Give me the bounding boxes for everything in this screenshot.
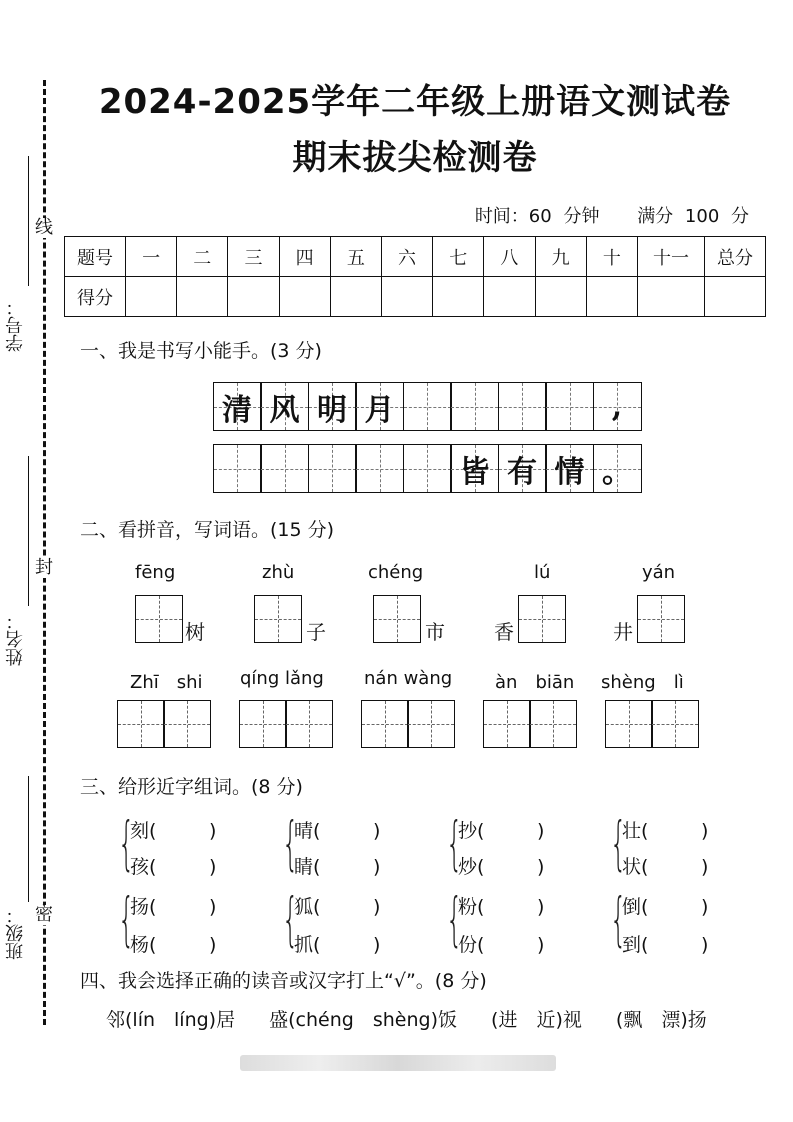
score-header-cell: 七: [433, 237, 484, 277]
answer-pair: [118, 700, 211, 748]
left-brace: {: [118, 885, 135, 953]
section1-heading: 一、我是书写小能手。(3 分): [80, 340, 322, 362]
writing-cell[interactable]: [545, 382, 594, 431]
pinyin-label: Zhī shi: [130, 672, 203, 693]
left-brace: {: [446, 809, 463, 877]
score-input-cell[interactable]: [638, 277, 705, 317]
writing-cell[interactable]: [498, 382, 547, 431]
pinyin-label: shèng lì: [601, 672, 684, 693]
score-input-cell[interactable]: [126, 277, 177, 317]
answer-cell[interactable]: [135, 595, 183, 643]
similar-char-item[interactable]: 到( ): [622, 934, 709, 956]
answer-cell[interactable]: [373, 595, 421, 643]
student-id-label: 学号：: [5, 298, 26, 352]
answer-cell[interactable]: [605, 700, 653, 748]
section2-heading: 二、看拼音，写词语。(15 分): [80, 519, 335, 541]
similar-char-item[interactable]: 狐( ): [294, 896, 381, 918]
score-header-cell: 三: [228, 237, 279, 277]
score-header-cell: 十: [586, 237, 637, 277]
writing-cell[interactable]: [308, 444, 357, 493]
answer-cell[interactable]: [285, 700, 333, 748]
score-input-cell[interactable]: [433, 277, 484, 317]
exam-time: 时间：60 分钟: [474, 206, 600, 227]
choice-item[interactable]: 邻(lín líng)居: [106, 1009, 236, 1031]
writing-cell[interactable]: 有: [498, 444, 547, 493]
score-input-cell[interactable]: [279, 277, 330, 317]
name-underline[interactable]: [28, 456, 29, 606]
answer-cell[interactable]: [163, 700, 211, 748]
blurred-watermark: [240, 1055, 556, 1071]
answer-pair: [240, 700, 333, 748]
binding-margin: [0, 0, 66, 1122]
answer-cell[interactable]: [117, 700, 165, 748]
section4-items: [106, 1005, 735, 1032]
writing-cell[interactable]: [213, 444, 262, 493]
pinyin-label: yán: [642, 562, 676, 583]
score-header-cell: 八: [484, 237, 535, 277]
given-char: 井: [613, 620, 633, 644]
answer-cell[interactable]: [518, 595, 566, 643]
score-input-cell[interactable]: [484, 277, 535, 317]
left-brace: {: [610, 885, 627, 953]
writing-cell[interactable]: [403, 382, 452, 431]
pinyin-label: lú: [534, 562, 551, 583]
given-char: 子: [306, 620, 326, 644]
similar-char-item[interactable]: 份( ): [458, 934, 545, 956]
class-label: 班级：: [5, 906, 26, 960]
answer-cell[interactable]: [529, 700, 577, 748]
similar-char-item[interactable]: 炒( ): [458, 856, 545, 878]
left-brace: {: [118, 809, 135, 877]
exam-full-score: 满分 100 分: [637, 206, 749, 227]
answer-cell[interactable]: [407, 700, 455, 748]
section4-heading: 四、我会选择正确的读音或汉字打上“√”。(8 分): [80, 970, 487, 992]
score-header-cell: 一: [126, 237, 177, 277]
score-table-score-row: [65, 277, 766, 317]
score-header-cell: 九: [535, 237, 586, 277]
choice-item[interactable]: (飘 漂)扬: [615, 1009, 707, 1031]
writing-cell[interactable]: 月: [355, 382, 404, 431]
left-brace: {: [282, 885, 299, 953]
score-input-cell[interactable]: [381, 277, 432, 317]
similar-char-item[interactable]: 孩( ): [130, 856, 217, 878]
answer-cell[interactable]: [651, 700, 699, 748]
exam-subtitle: 期末拔尖检测卷: [292, 138, 538, 178]
writing-cell[interactable]: [355, 444, 404, 493]
answer-cell[interactable]: [637, 595, 685, 643]
pinyin-label: nán wàng: [364, 668, 453, 689]
writing-cell[interactable]: 。: [593, 444, 642, 493]
left-brace: {: [610, 809, 627, 877]
writing-cell[interactable]: 皆: [450, 444, 499, 493]
name-label: 姓名：: [5, 612, 26, 666]
pinyin-label: fēng: [135, 562, 176, 583]
pinyin-label: àn biān: [495, 672, 575, 693]
given-char: 香: [494, 620, 514, 644]
answer-cell[interactable]: [361, 700, 409, 748]
similar-char-item[interactable]: 扬( ): [130, 896, 217, 918]
similar-char-item[interactable]: 抄( ): [458, 820, 545, 842]
pinyin-label: zhù: [262, 562, 295, 583]
pinyin-label: qíng lǎng: [240, 668, 324, 689]
score-input-cell[interactable]: [705, 277, 766, 317]
exam-title: 2024-2025学年二年级上册语文测试卷: [98, 82, 732, 122]
student-id-underline[interactable]: [28, 156, 29, 286]
similar-char-item[interactable]: 抓( ): [294, 934, 381, 956]
binding-mark-seal: 封: [35, 557, 53, 578]
pinyin-label: chéng: [368, 562, 424, 583]
similar-char-item[interactable]: 状( ): [622, 856, 709, 878]
similar-char-item[interactable]: 刻( ): [130, 820, 217, 842]
writing-cell[interactable]: ,: [593, 382, 642, 431]
binding-mark-line: 线: [35, 217, 53, 238]
section3-heading: 三、给形近字组词。(8 分): [80, 776, 303, 798]
writing-cell[interactable]: 清: [213, 382, 262, 431]
answer-pair: [606, 700, 699, 748]
score-header-cell: 题号: [65, 237, 126, 277]
score-header-cell: 六: [381, 237, 432, 277]
section1-grid-row1: [214, 382, 642, 431]
given-char: 树: [185, 620, 205, 644]
left-brace: {: [282, 809, 299, 877]
score-table: [64, 236, 766, 317]
score-input-cell[interactable]: [177, 277, 228, 317]
score-header-cell: 五: [330, 237, 381, 277]
answer-cell[interactable]: [254, 595, 302, 643]
answer-pair: [362, 700, 455, 748]
writing-cell[interactable]: 风: [260, 382, 309, 431]
writing-cell[interactable]: 情: [545, 444, 594, 493]
score-header-cell: 总分: [705, 237, 766, 277]
score-row-label: 得分: [65, 277, 126, 317]
score-input-cell[interactable]: [228, 277, 279, 317]
answer-pair: [484, 700, 577, 748]
score-input-cell[interactable]: [535, 277, 586, 317]
answer-cell[interactable]: [239, 700, 287, 748]
given-char: 市: [425, 620, 445, 644]
similar-char-item[interactable]: 粉( ): [458, 896, 545, 918]
score-table-header-row: [65, 237, 766, 277]
class-underline[interactable]: [28, 776, 29, 902]
similar-char-item[interactable]: 睛( ): [294, 856, 381, 878]
score-input-cell[interactable]: [330, 277, 381, 317]
exam-info: [449, 202, 749, 228]
similar-char-item[interactable]: 壮( ): [622, 820, 709, 842]
similar-char-item[interactable]: 晴( ): [294, 820, 381, 842]
writing-cell[interactable]: 明: [308, 382, 357, 431]
score-header-cell: 四: [279, 237, 330, 277]
similar-char-item[interactable]: 倒( ): [622, 896, 709, 918]
choice-item[interactable]: (进 近)视: [491, 1009, 582, 1031]
left-brace: {: [446, 885, 463, 953]
similar-char-item[interactable]: 杨( ): [130, 934, 217, 956]
writing-cell[interactable]: [450, 382, 499, 431]
score-header-cell: 十一: [638, 237, 705, 277]
score-header-cell: 二: [177, 237, 228, 277]
score-input-cell[interactable]: [586, 277, 637, 317]
section1-grid-row2: [214, 444, 642, 493]
binding-mark-secret: 密: [35, 904, 53, 925]
writing-cell[interactable]: [260, 444, 309, 493]
answer-cell[interactable]: [483, 700, 531, 748]
choice-item[interactable]: 盛(chéng shèng)饭: [269, 1009, 457, 1031]
writing-cell[interactable]: [403, 444, 452, 493]
